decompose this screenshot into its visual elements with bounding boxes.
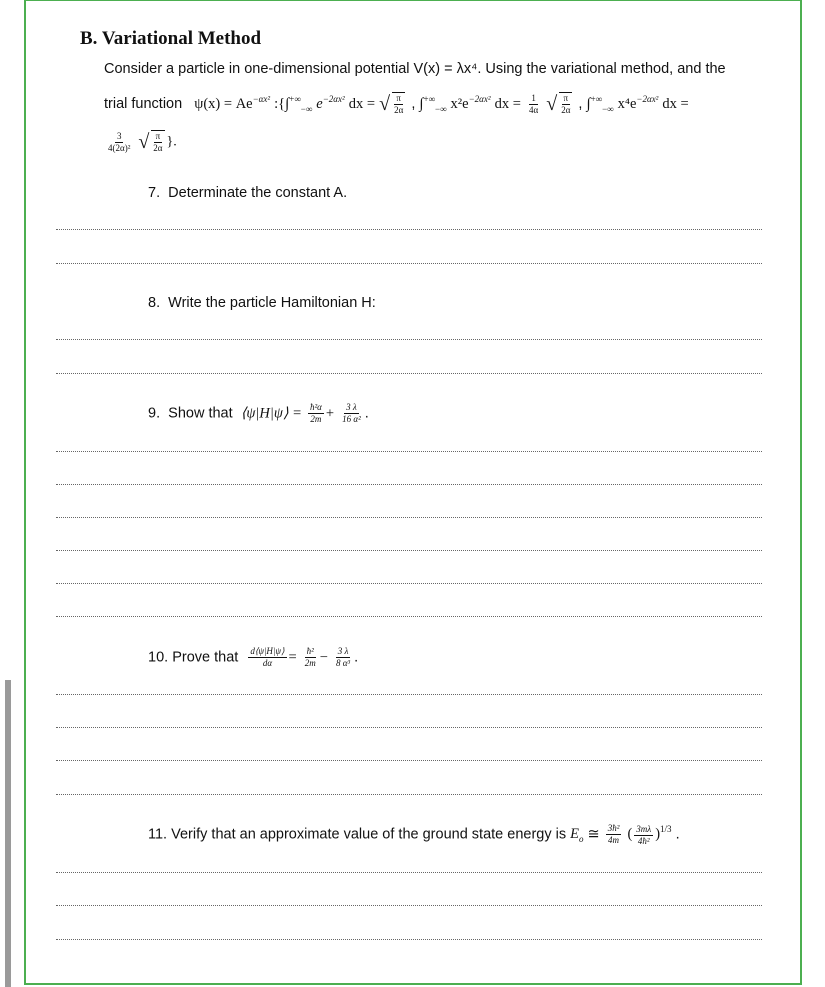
answer-line[interactable] <box>56 694 762 695</box>
answer-line[interactable] <box>56 229 762 230</box>
psi-definition: $\psi(x) = Ae^{-\alpha x^2}$ <box>194 94 271 112</box>
answer-line[interactable] <box>56 339 762 340</box>
operator: ≅ <box>587 826 600 843</box>
period: . <box>354 649 359 666</box>
dx-2: dx = <box>494 95 521 112</box>
scrollbar[interactable] <box>5 680 11 987</box>
answer-line[interactable] <box>56 550 762 551</box>
answer-line[interactable] <box>56 794 762 795</box>
answer-line[interactable] <box>56 905 762 906</box>
question-number: 8. <box>148 295 161 311</box>
answer-line[interactable] <box>56 760 762 761</box>
question-text: Write the particle Hamiltonian H: <box>168 295 376 311</box>
fraction: $\frac{\text{ħ²}}{2m}$ <box>304 646 316 668</box>
operator: + <box>325 405 335 422</box>
answer-line[interactable] <box>56 484 762 485</box>
integral-1: $\int^{+\infty}_{-\infty}$ <box>285 93 313 114</box>
integral-3: $\int^{+\infty}_{-\infty}$ <box>586 93 614 114</box>
answer-line[interactable] <box>56 263 762 264</box>
answer-line[interactable] <box>56 727 762 728</box>
expectation-value: ⟨ψ|H|ψ⟩ = <box>240 405 302 422</box>
fraction: $\frac{3 \lambda}{\text{16 α²}}$ <box>342 402 361 424</box>
question-number: 9. <box>148 405 161 422</box>
power-term: ( $\frac{3m\lambda}{\text{4ħ²}}$ )$^{1/3}$ <box>627 823 672 846</box>
question-10 <box>148 646 358 669</box>
question-text: Show that <box>168 405 233 422</box>
ground-energy: $E_o$ <box>570 826 584 845</box>
dx-3: dx = <box>662 95 689 112</box>
answer-line[interactable] <box>56 939 762 940</box>
period: . <box>675 826 680 843</box>
question-text: Determinate the constant A. <box>168 185 348 201</box>
question-number: 7. <box>148 185 161 201</box>
coef-2: $\frac{1}{4\alpha}$ <box>528 92 539 115</box>
integral-3-result <box>104 130 774 154</box>
trial-label: trial function <box>104 95 183 112</box>
answer-line[interactable] <box>56 583 762 584</box>
integrand-1: $e^{-2\alpha x^2}$ <box>316 94 345 112</box>
operator: = <box>288 649 297 666</box>
fraction: $\frac{3 \lambda}{\text{8 α³}}$ <box>335 646 351 668</box>
brace-open: :{ <box>274 95 286 112</box>
fraction: $\frac{\text{3ħ²}}{4m}$ <box>607 823 620 845</box>
question-number: 11. <box>148 826 168 843</box>
question-text: Verify that an approximate value of the ground state energy is <box>171 826 567 843</box>
sqrt-2: √ $\frac{\pi}{2\alpha}$ <box>546 93 571 115</box>
dx-1: dx = <box>348 95 376 112</box>
period: . <box>364 405 369 422</box>
trial-function-line: trial function $\psi(x) = Ae^{-\alpha x^2}$ $:\{\int^{+\infty}_{-\infty}$ $e^{-2\alpha x^2}$ dx = √ $\frac{\pi}{2\alpha}$ , $\int^{+\infty}_{-\infty}$ $x^2e^{-2\alpha x^2}$ dx = $\frac{1}{4\alpha}$ √ $\frac{\pi}{2\alpha}$ , $\int^{+\infty}_{-\infty}$ $x^4e^{-2\alpha x^2}$ dx = <box>104 92 689 115</box>
sqrt-3: √ $\frac{\pi}{2\alpha}$ <box>138 131 163 153</box>
intro-line: Consider a particle in one-dimensional potential V(x) = λx⁴. Using the variational method, and the <box>104 61 726 77</box>
question-9 <box>148 402 369 425</box>
answer-line[interactable] <box>56 872 762 873</box>
fraction: $\frac{d⟨\psi|H|\psi⟩}{d\alpha}$ <box>250 646 285 668</box>
coef-3: $\frac{3}{\text{4(2α)²}}$ <box>108 130 131 153</box>
answer-line[interactable] <box>56 451 762 452</box>
answer-line[interactable] <box>56 616 762 617</box>
brace-close: }. <box>166 134 177 150</box>
integrand-2: $x^2e^{-2\alpha x^2}$ <box>450 94 491 112</box>
sqrt-1: √ $\frac{\pi}{2\alpha}$ <box>379 93 404 115</box>
question-number: 10. <box>148 649 169 666</box>
integrand-3: $x^4e^{-2\alpha x^2}$ <box>617 94 659 112</box>
answer-line[interactable] <box>56 517 762 518</box>
question-text: Prove that <box>172 649 239 666</box>
integral-2: $\int^{+\infty}_{-\infty}$ <box>419 93 447 114</box>
fraction: $\frac{\text{ħ²α}}{2m}$ <box>309 402 322 424</box>
question-7 <box>148 185 347 201</box>
operator: − <box>319 649 328 666</box>
question-8 <box>148 295 376 311</box>
question-11 <box>148 823 680 847</box>
answer-line[interactable] <box>56 373 762 374</box>
section-title: B. Variational Method <box>80 28 262 49</box>
